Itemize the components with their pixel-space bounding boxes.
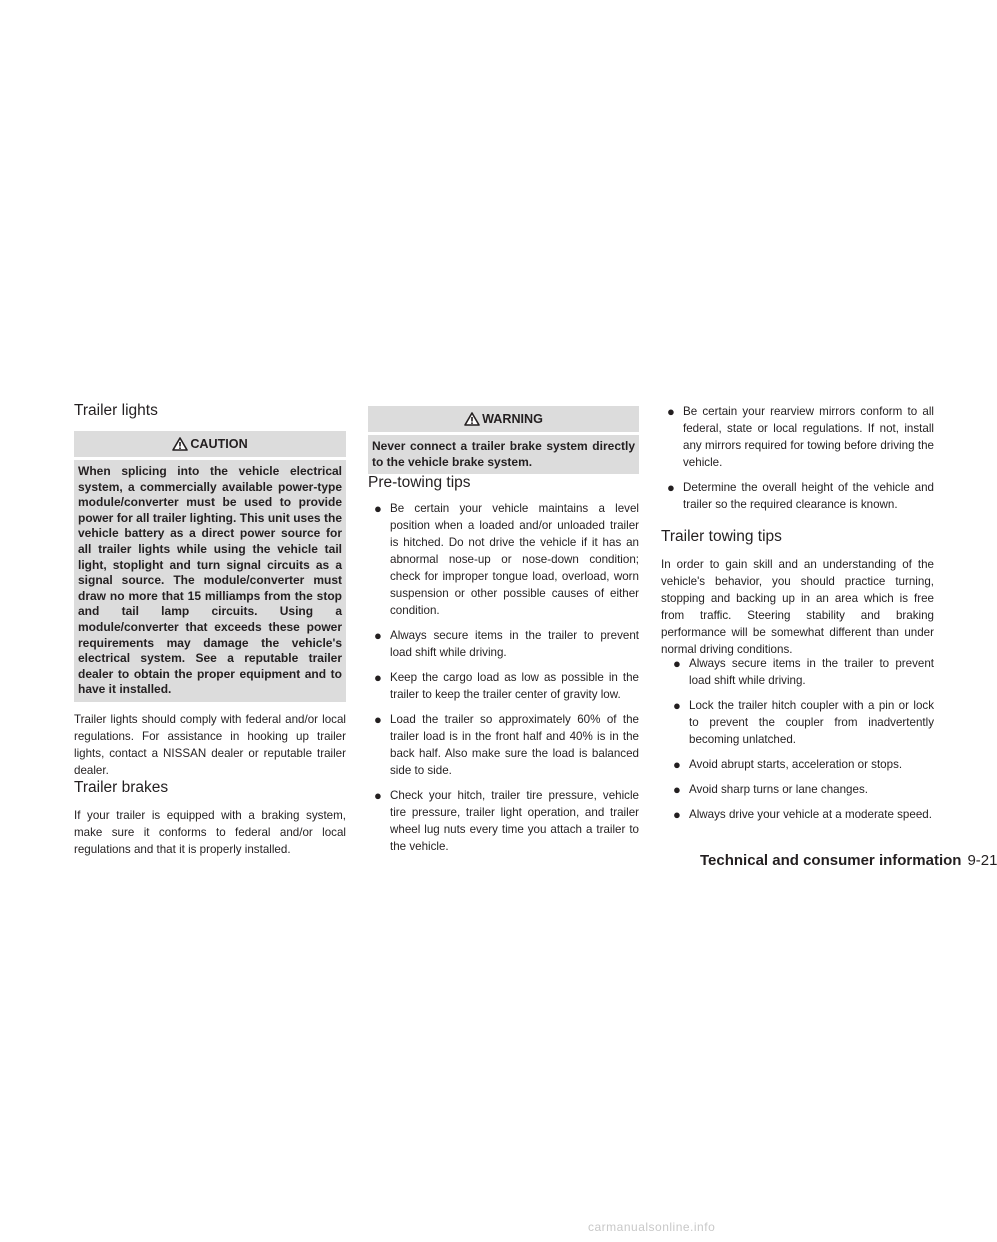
- caution-box: [74, 431, 346, 702]
- warning-text: Never connect a trailer brake system directly to the vehicle brake system.: [372, 439, 635, 469]
- bullet-icon: ●: [673, 698, 681, 713]
- list-item: ● Always secure items in the trailer to prevent load shift while driving.: [673, 656, 934, 687]
- warning-box: [368, 406, 639, 474]
- caution-triangle-icon: [172, 437, 188, 451]
- page-number: 9-21: [967, 852, 997, 869]
- bullet-icon: ●: [673, 807, 681, 822]
- trailer-lights-paragraph: Trailer lights should comply with federal and/or local regulations. For assistance in hooking up trailer lights, contact a NISSAN dealer or reputable trailer dealer.: [74, 713, 346, 777]
- list-item: ● Avoid sharp turns or lane changes.: [673, 782, 868, 797]
- bullet-icon: ●: [673, 656, 681, 671]
- list-item: ● Avoid abrupt starts, acceleration or stops.: [673, 757, 903, 772]
- warning-triangle-icon: [464, 412, 480, 426]
- pre-towing-list-continued: [661, 403, 934, 521]
- bullet-icon: ●: [667, 404, 675, 419]
- list-item: ● Always secure items in the trailer to prevent load shift while driving.: [374, 628, 639, 659]
- warning-title: WARNING: [482, 412, 543, 426]
- bullet-icon: ●: [374, 501, 382, 516]
- warning-title-bar: [368, 406, 639, 435]
- watermark: carmanualsonline.info: [588, 1220, 716, 1234]
- bullet-icon: ●: [374, 712, 382, 727]
- caution-title: CAUTION: [190, 437, 248, 451]
- pre-towing-list: [368, 500, 639, 863]
- bullet-icon: ●: [673, 782, 681, 797]
- bullet-icon: ●: [374, 628, 382, 643]
- list-item: ● Check your hitch, trailer tire pressure, vehicle tire pressure, trailer light operation, and trailer wheel lug nuts every time you attach a trailer to the vehicle.: [374, 788, 639, 853]
- trailer-towing-list: [667, 655, 934, 831]
- list-item: ● Lock the trailer hitch coupler with a pin or lock to prevent the coupler from inadvertently becoming unlatched.: [673, 698, 934, 746]
- footer-section-title: Technical and consumer information: [700, 852, 962, 869]
- list-item: ● Determine the overall height of the vehicle and trailer so the required clearance is known.: [667, 480, 934, 511]
- trailer-brakes-paragraph: If your trailer is equipped with a braking system, make sure it conforms to federal and/or local regulations and that it is properly installed.: [74, 809, 346, 856]
- bullet-icon: ●: [374, 670, 382, 685]
- bullet-icon: ●: [374, 788, 382, 803]
- heading-trailer-brakes: Trailer brakes: [74, 779, 169, 796]
- caution-text: When splicing into the vehicle electrical system, a commercially available power-type module/converter must be used to provide power for all trailer lighting. This unit uses the vehicle battery as a direct power source for all trailer lights while using the vehicle tail light, stoplight and turn signal circuits as a signal source. The module/converter must draw no more that 15 milliamps from the stop and tail lamp circuits. Using a module/converter that exceeds these power requirements may damage the vehicle's electrical system. See a reputable trailer dealer to obtain the proper equipment and to have it installed.: [78, 464, 342, 697]
- heading-trailer-lights: Trailer lights: [74, 402, 158, 419]
- list-item: ● Be certain your vehicle maintains a level position when a loaded and/or unloaded trailer is hitched. Do not drive the vehicle if it has an abnormal nose-up or nose-down condition; check for improper tongue load, overload, worn suspension or other possible causes of either condition.: [374, 501, 639, 617]
- list-item: ● Keep the cargo load as low as possible in the trailer to keep the trailer center of gravity low.: [374, 670, 639, 701]
- caution-title-bar: [74, 431, 346, 460]
- list-item: ● Be certain your rearview mirrors conform to all federal, state or local regulations. If not, install any mirrors required for towing before driving the vehicle.: [667, 404, 934, 469]
- list-item: ● Always drive your vehicle at a moderate speed.: [673, 807, 932, 822]
- bullet-icon: ●: [673, 757, 681, 772]
- bullet-icon: ●: [667, 480, 675, 495]
- trailer-towing-paragraph: In order to gain skill and an understanding of the vehicle's behavior, you should practice turning, stopping and backing up in an area which is free from traffic. Steering stability and braking performance will be somewhat different than under normal driving conditions.: [661, 558, 934, 656]
- heading-trailer-towing-tips: Trailer towing tips: [661, 528, 782, 545]
- list-item: ● Load the trailer so approximately 60% of the trailer load is in the front half and 40% is in the back half. Also make sure the load is balanced side to side.: [374, 712, 639, 777]
- page-footer: [700, 852, 997, 869]
- heading-pre-towing-tips: Pre-towing tips: [368, 474, 471, 491]
